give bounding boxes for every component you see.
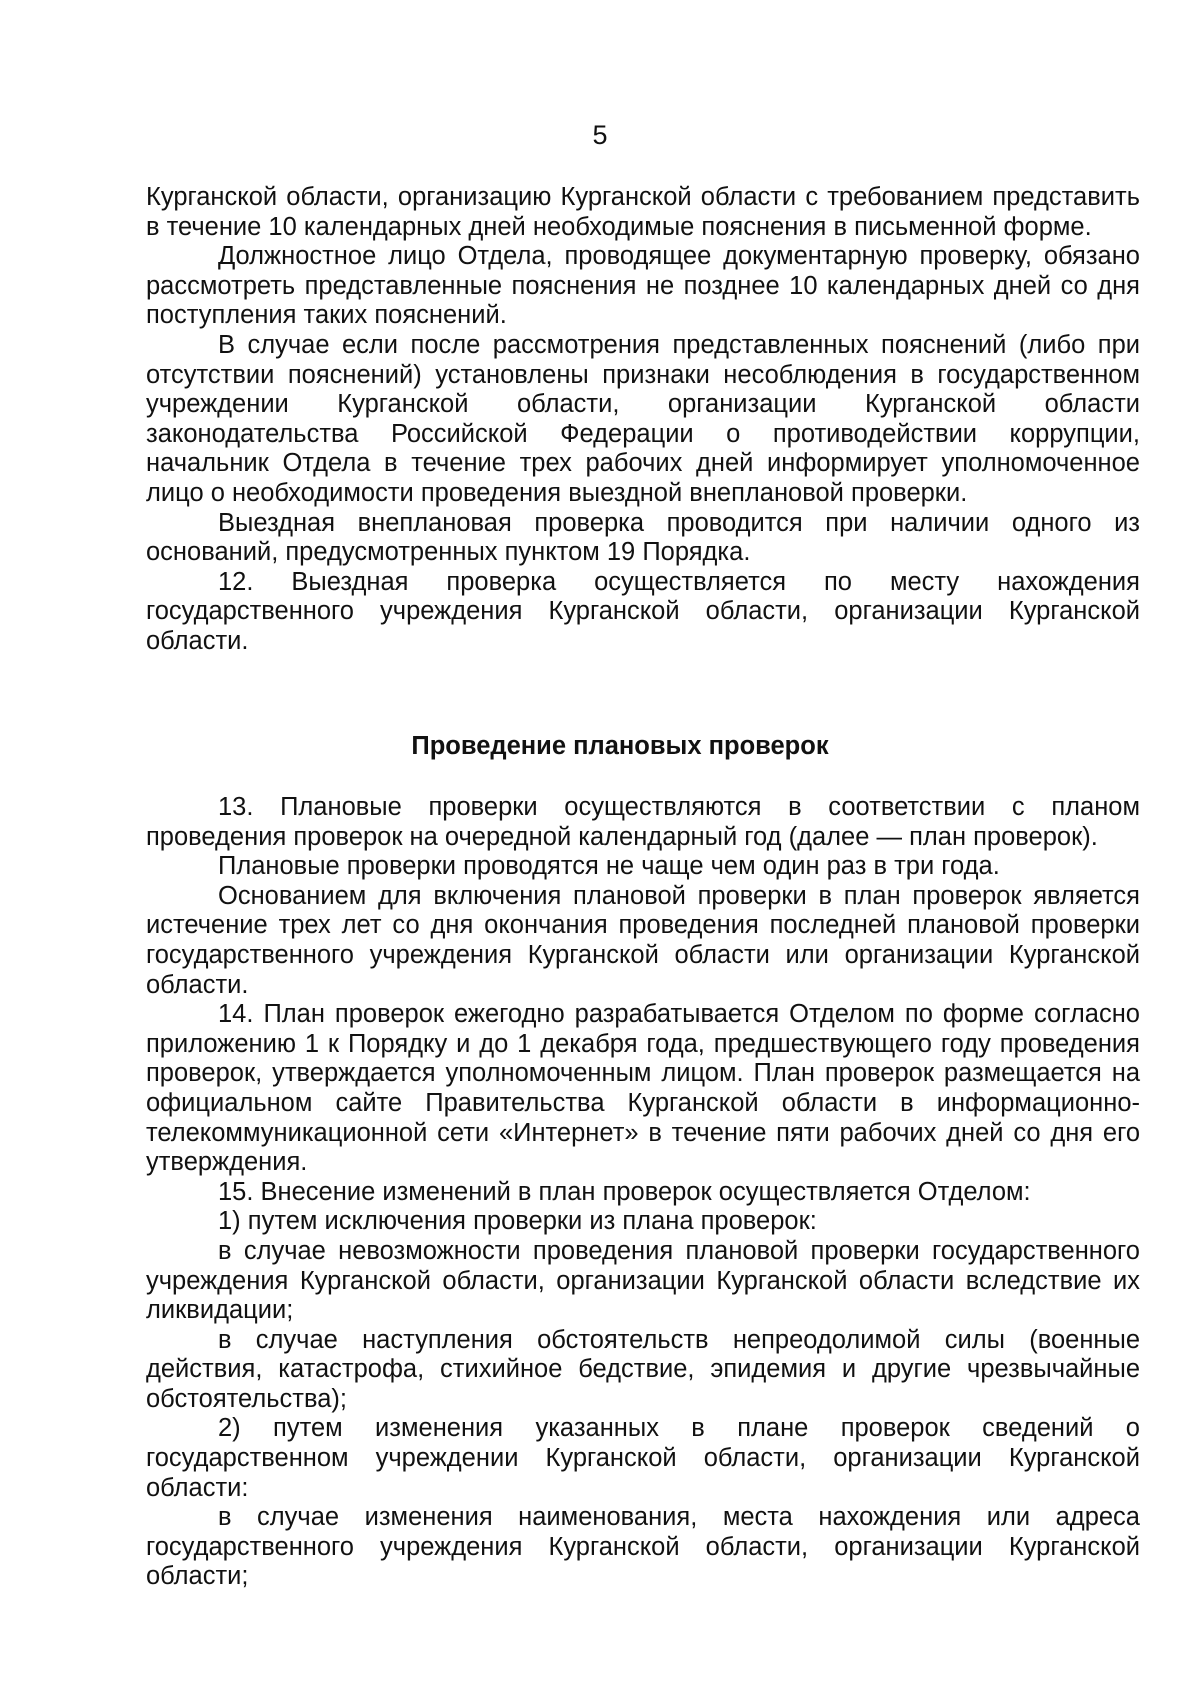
paragraph: 2) путем изменения указанных в плане проверок сведений о государственном учреждении Курганской области, организации Курганской области:	[146, 1414, 1140, 1502]
paragraph: 13. Плановые проверки осуществляются в соответствии с планом проведения проверок на очередной календарный год (далее — план проверок).	[146, 793, 1140, 851]
paragraph: в случае наступления обстоятельств непреодолимой силы (военные действия, катастрофа, стихийное бедствие, эпидемия и другие чрезвычайные обстоятельства);	[146, 1325, 1140, 1413]
paragraph: Плановые проверки проводятся не чаще чем один раз в три года.	[218, 852, 1000, 881]
paragraph: в случае невозможности проведения плановой проверки государственного учреждения Курганской области, организации Курганской области вследствие их ликвидации;	[146, 1236, 1140, 1325]
paragraph: Курганской области, организацию Курганской области с требованием представить в течение 10 календарных дней необходимые пояснения в письменной форме.	[146, 183, 1140, 241]
paragraph: Должностное лицо Отдела, проводящее документарную проверку, обязано рассмотреть представленные пояснения не позднее 10 календарных дней со дня поступления таких пояснений.	[146, 242, 1140, 330]
text-block-bottom	[146, 793, 1140, 1592]
paragraph: 14. План проверок ежегодно разрабатывается Отделом по форме согласно приложению 1 к Порядку и до 1 декабря года, предшествующего году проведения проверок, утверждается уполномоченным лицом. План проверок размещается на официальном сайте Правительства Курганской области в информационно-телекоммуникационной сети «Интернет» в течение пяти рабочих дней со дня его утверждения.	[146, 1000, 1140, 1177]
paragraph: Выездная внеплановая проверка проводится при наличии одного из оснований, предусмотренных пунктом 19 Порядка.	[146, 508, 1140, 567]
page-number: 5	[592, 120, 608, 150]
paragraph: в случае изменения наименования, места нахождения или адреса государственного учреждения Курганской области, организации Курганской области;	[146, 1503, 1140, 1591]
paragraph: 12. Выездная проверка осуществляется по месту нахождения государственного учреждения Курганской области, организации Курганской области.	[146, 567, 1140, 655]
text-block-top	[146, 183, 1140, 657]
paragraph: Основанием для включения плановой проверки в план проверок является истечение трех лет со дня окончания проведения последней плановой проверки государственного учреждения Курганской области или организации Курганской области.	[146, 881, 1140, 999]
paragraph: 15. Внесение изменений в план проверок осуществляется Отделом:	[218, 1177, 1031, 1206]
section-heading: Проведение плановых проверок	[411, 732, 829, 760]
paragraph: 1) путем исключения проверки из плана проверок:	[218, 1207, 817, 1236]
paragraph: В случае если после рассмотрения представленных пояснений (либо при отсутствии пояснений) установлены признаки несоблюдения в государственном учреждении Курганской области, организации Курганской области законодательства Российской Федерации о противодействии коррупции, начальник Отдела в течение трех рабочих дней информирует уполномоченное лицо о необходимости проведения выездной внеплановой проверки.	[146, 330, 1140, 507]
